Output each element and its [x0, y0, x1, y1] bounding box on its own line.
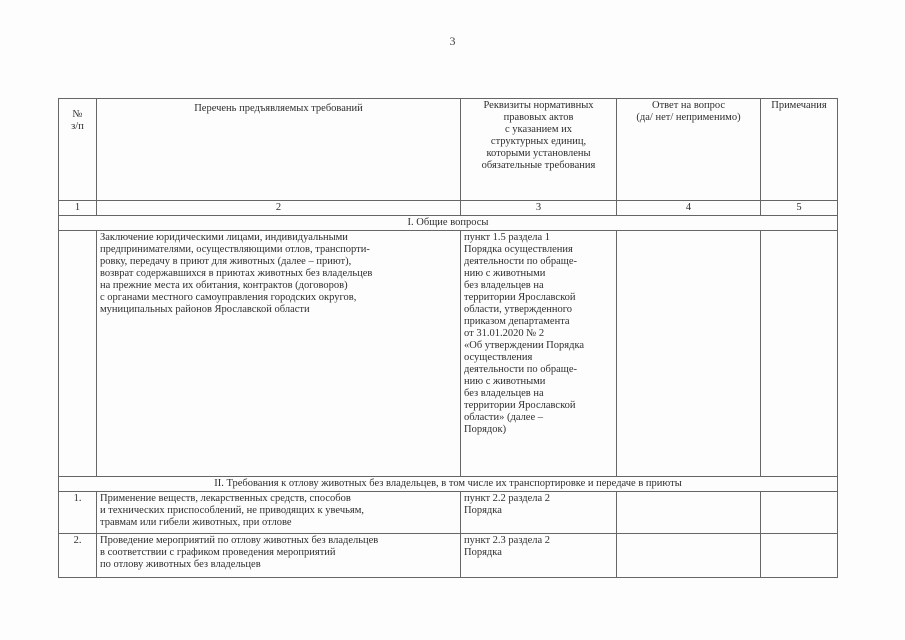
section-title: I. Общие вопросы — [59, 216, 838, 231]
header-answer: Ответ на вопрос (да/ нет/ неприменимо) — [617, 99, 761, 201]
column-number: 5 — [761, 201, 838, 216]
page-number: 3 — [449, 34, 456, 48]
column-number: 4 — [617, 201, 761, 216]
row-number — [59, 231, 97, 477]
column-numbers-row — [59, 201, 838, 216]
answer-cell[interactable] — [617, 534, 761, 578]
answer-cell[interactable] — [617, 231, 761, 477]
section-heading-row — [59, 477, 838, 492]
legal-reference: пункт 2.3 раздела 2 Порядка — [461, 534, 617, 578]
row-number: 2. — [59, 534, 97, 578]
column-number: 1 — [59, 201, 97, 216]
section-title: II. Требования к отлову животных без владельцев, в том числе их транспортировке и передаче в приюты — [59, 477, 838, 492]
header-number: № з/п — [59, 99, 97, 201]
notes-cell[interactable] — [761, 492, 838, 534]
answer-cell[interactable] — [617, 492, 761, 534]
row-number: 1. — [59, 492, 97, 534]
column-number: 2 — [97, 201, 461, 216]
header-notes: Примечания — [761, 99, 838, 201]
legal-reference: пункт 2.2 раздела 2 Порядка — [461, 492, 617, 534]
notes-cell[interactable] — [761, 231, 838, 477]
header-requirements: Перечень предъявляемых требований — [97, 99, 461, 201]
table-row — [59, 534, 838, 578]
header-row — [59, 99, 838, 201]
requirement-text: Применение веществ, лекарственных средств, способов и технических приспособлений, не приводящих к увечьям, травмам или гибели животных, при отлове — [97, 492, 461, 534]
requirement-text: Проведение мероприятий по отлову животных без владельцев в соответствии с графиком проведения мероприятий по отлову животных без владельцев — [97, 534, 461, 578]
legal-reference: пункт 1.5 раздела 1 Порядка осуществления деятельности по обраще- нию с животными без владельцев на территории Ярославской области, утвержденного приказом департамента от 31.01.2020 № 2 «Об утверждении Порядка осуществления деятельности по обраще- нию с животными без владельцев на территории Ярославской области» (далее – Порядок) — [461, 231, 617, 477]
table-row — [59, 231, 838, 477]
requirement-text: Заключение юридическими лицами, индивидуальными предпринимателями, осуществляющими отлов, транспорти- ровку, передачу в приют для животных (далее – приют), возврат содержавшихся в приютах животных без владельцев на прежние места их обитания, контрактов (договоров) с органами местного самоуправления городских округов, муниципальных районов Ярославской области — [97, 231, 461, 477]
column-number: 3 — [461, 201, 617, 216]
header-legal-references: Реквизиты нормативных правовых актов с указанием их структурных единиц, которыми установлены обязательные требования — [461, 99, 617, 201]
requirements-table — [58, 98, 838, 578]
notes-cell[interactable] — [761, 534, 838, 578]
section-heading-row — [59, 216, 838, 231]
table-row — [59, 492, 838, 534]
